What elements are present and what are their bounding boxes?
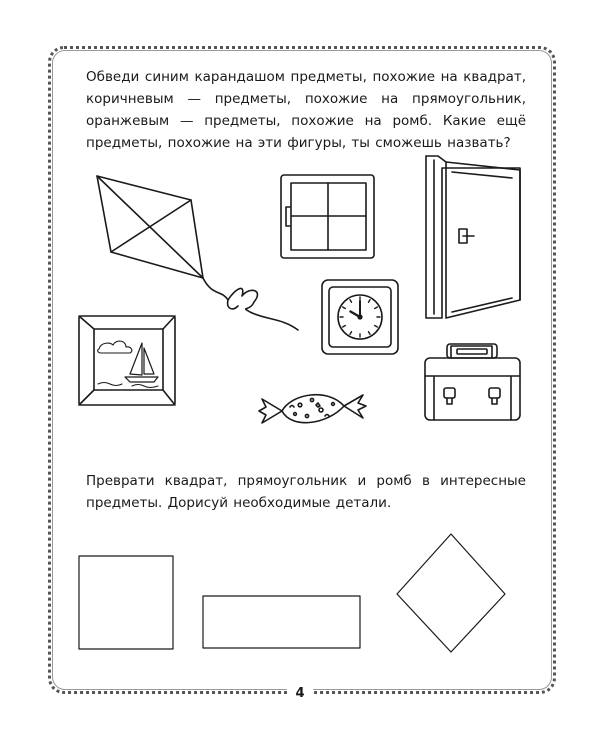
rhombus-shape[interactable] bbox=[397, 534, 505, 652]
framed-picture-illustration bbox=[79, 316, 175, 405]
square-shape[interactable] bbox=[79, 556, 173, 649]
rectangle-shape[interactable] bbox=[203, 596, 360, 648]
kite-illustration bbox=[97, 176, 298, 330]
candy-illustration bbox=[259, 395, 366, 423]
clock-tick bbox=[369, 300, 371, 303]
clock-tick bbox=[375, 326, 378, 328]
instruction-find-shapes: Обведи синим карандашом предметы, похожие на квадрат, коричневым — предметы, похожие на прямоугольник, оранжевым — предметы, похожие на ромб. Какие ещё предметы, похожие на эти фигуры, ты сможешь назвать? bbox=[86, 69, 526, 151]
clock-tick bbox=[369, 332, 371, 335]
clock-illustration bbox=[322, 280, 398, 354]
clock-tick bbox=[350, 332, 352, 335]
window-illustration bbox=[281, 175, 374, 258]
clock-tick bbox=[343, 326, 346, 328]
clock-tick bbox=[343, 307, 346, 309]
page-number: 4 bbox=[0, 686, 600, 701]
instruction-draw-objects: Преврати квадрат, прямоугольник и ромб в интересные предметы. Дорисуй необходимые детали. bbox=[86, 473, 526, 511]
door-illustration bbox=[426, 156, 520, 318]
briefcase-illustration bbox=[425, 344, 520, 420]
clock-tick bbox=[350, 300, 352, 303]
clock-tick bbox=[375, 307, 378, 309]
